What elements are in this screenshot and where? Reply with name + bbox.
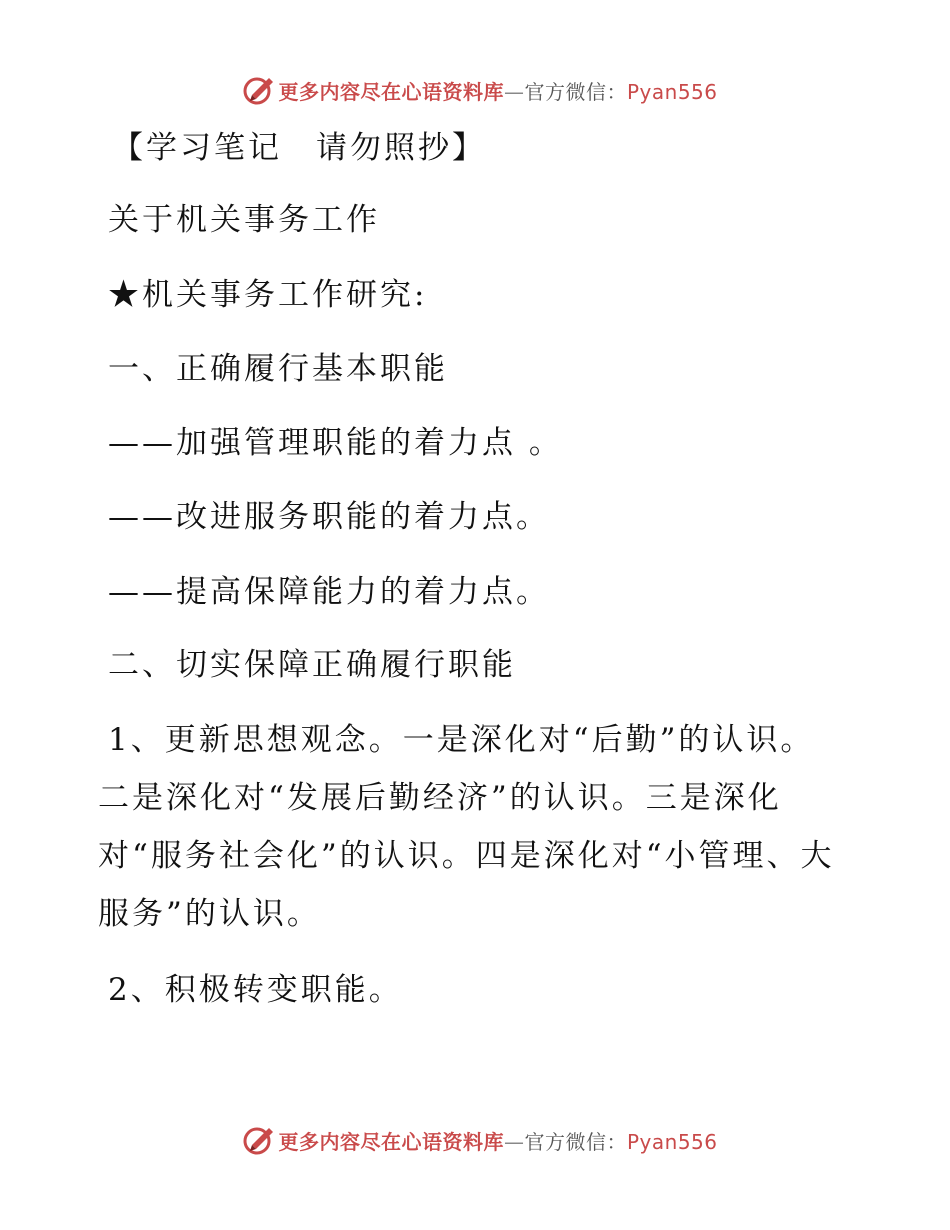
pen-circle-logo-icon: [242, 73, 276, 107]
header-banner-dash: —: [503, 79, 525, 104]
footer-banner-sub: 官方微信：: [524, 1129, 627, 1154]
header-banner: [0, 70, 950, 110]
footer-banner-text: [278, 1126, 717, 1155]
header-banner-main: 更多内容尽在心语资料库: [278, 79, 504, 104]
footer-banner-id: Pyan556: [626, 1129, 718, 1154]
item-1-paragraph: 1、更新思想观念。一是深化对“后勤”的认识。二是深化对“发展后勤经济”的认识。三是深化对“服务社会化”的认识。四是深化对“小管理、大服务”的认识。: [98, 722, 835, 932]
pen-circle-logo-icon: [242, 1123, 276, 1157]
bullet-2: ——改进服务职能的着力点。: [108, 499, 550, 535]
bullet-1: ——加强管理职能的着力点 。: [108, 425, 563, 461]
header-banner-text: [278, 76, 717, 105]
research-heading: ★机关事务工作研究:: [108, 277, 428, 313]
header-banner-sub: 官方微信：: [524, 79, 627, 104]
footer-banner-main: 更多内容尽在心语资料库: [278, 1129, 504, 1154]
header-banner-id: Pyan556: [626, 79, 718, 104]
bullet-3: ——提高保障能力的着力点。: [108, 574, 550, 610]
section1-heading: 一、正确履行基本职能: [108, 351, 448, 387]
document-title: 关于机关事务工作: [108, 202, 380, 238]
section2-heading: 二、切实保障正确履行职能: [108, 647, 516, 683]
footer-banner-dash: —: [503, 1129, 525, 1154]
footer-banner: [0, 1120, 950, 1160]
note-line: 【学习笔记 请勿照抄】: [112, 130, 486, 166]
item-2: 2、积极转变职能。: [108, 972, 403, 1008]
